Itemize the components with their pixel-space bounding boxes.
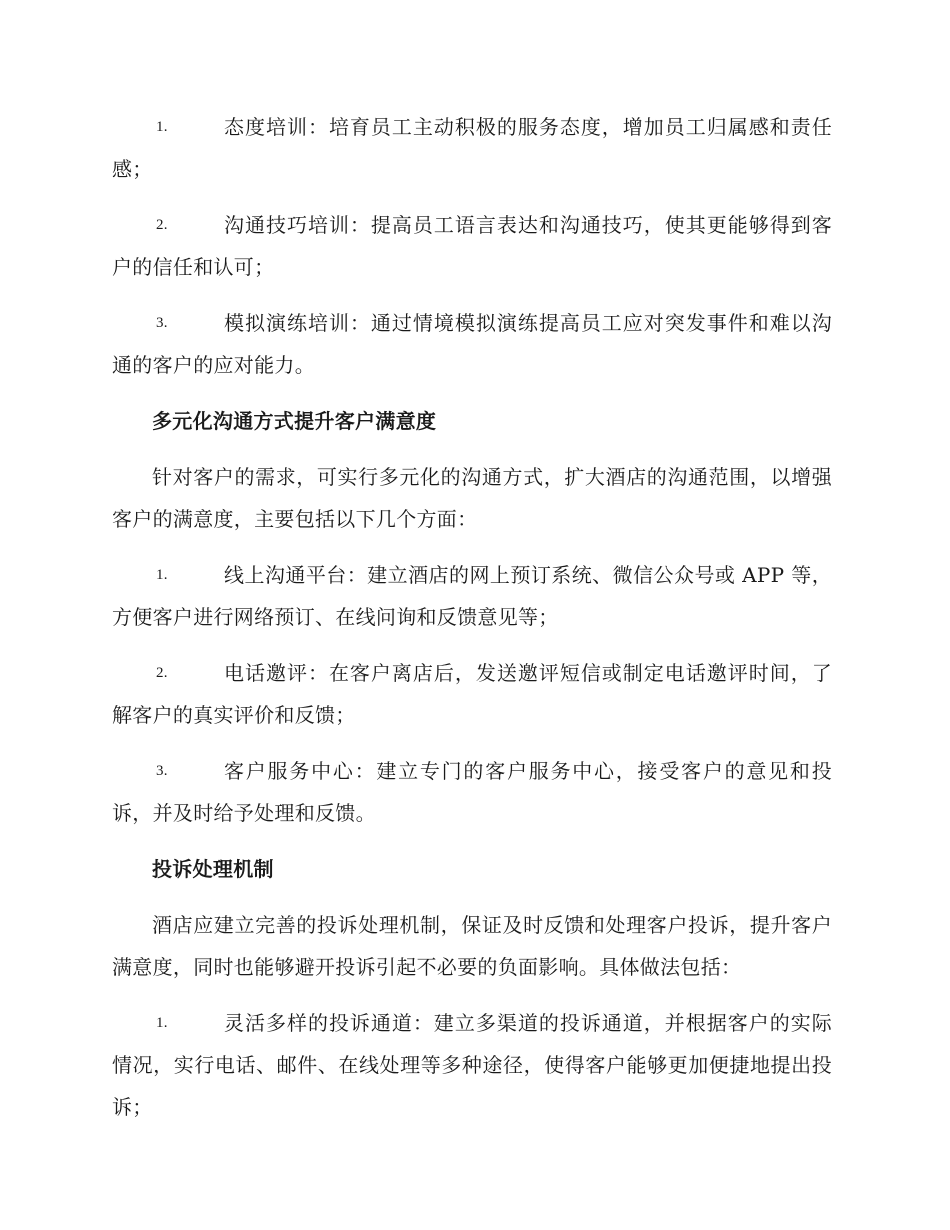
- list-number: 3.: [156, 315, 168, 331]
- complaint-item-1: [112, 1002, 832, 1128]
- communication-item-3: [112, 750, 832, 834]
- list-item-text: 沟通技巧培训：提高员工语言表达和沟通技巧，使其更能够得到客户的信任和认可；: [112, 213, 832, 279]
- list-item-text: 电话邀评：在客户离店后，发送邀评短信或制定电话邀评时间，了解客户的真实评价和反馈；: [112, 661, 832, 727]
- list-number: 2.: [156, 217, 168, 233]
- list-number: 2.: [156, 665, 168, 681]
- communication-item-2: [112, 652, 832, 736]
- list-item-text: 客户服务中心：建立专门的客户服务中心，接受客户的意见和投诉，并及时给予处理和反馈。: [112, 759, 832, 825]
- document-body: [112, 106, 832, 1142]
- list-number: 1.: [156, 1015, 168, 1031]
- list-number: 1.: [156, 119, 168, 135]
- list-item-text: 模拟演练培训：通过情境模拟演练提高员工应对突发事件和难以沟通的客户的应对能力。: [112, 311, 832, 377]
- list-number: 1.: [156, 567, 168, 583]
- body-paragraph: 针对客户的需求，可实行多元化的沟通方式，扩大酒店的沟通范围，以增强客户的满意度，主要包括以下几个方面：: [112, 465, 832, 531]
- body-paragraph: 酒店应建立完善的投诉处理机制，保证及时反馈和处理客户投诉，提升客户满意度，同时也能够避开投诉引起不必要的负面影响。具体做法包括：: [112, 913, 832, 979]
- list-item-text: 灵活多样的投诉通道：建立多渠道的投诉通道，并根据客户的实际情况，实行电话、邮件、在线处理等多种途径，使得客户能够更加便捷地提出投诉；: [112, 1011, 832, 1119]
- training-item-1: [112, 106, 832, 190]
- training-item-3: [112, 302, 832, 386]
- list-item-text: 态度培训：培育员工主动积极的服务态度，增加员工归属感和责任感；: [112, 115, 832, 181]
- section-heading-complaints: 投诉处理机制: [152, 857, 274, 881]
- list-number: 3.: [156, 763, 168, 779]
- training-item-2: [112, 204, 832, 288]
- communication-item-1: [112, 554, 832, 638]
- section-heading-communication: 多元化沟通方式提升客户满意度: [152, 409, 437, 433]
- list-item-text: 线上沟通平台：建立酒店的网上预订系统、微信公众号或 APP 等，方便客户进行网络预订、在线问询和反馈意见等；: [112, 563, 832, 629]
